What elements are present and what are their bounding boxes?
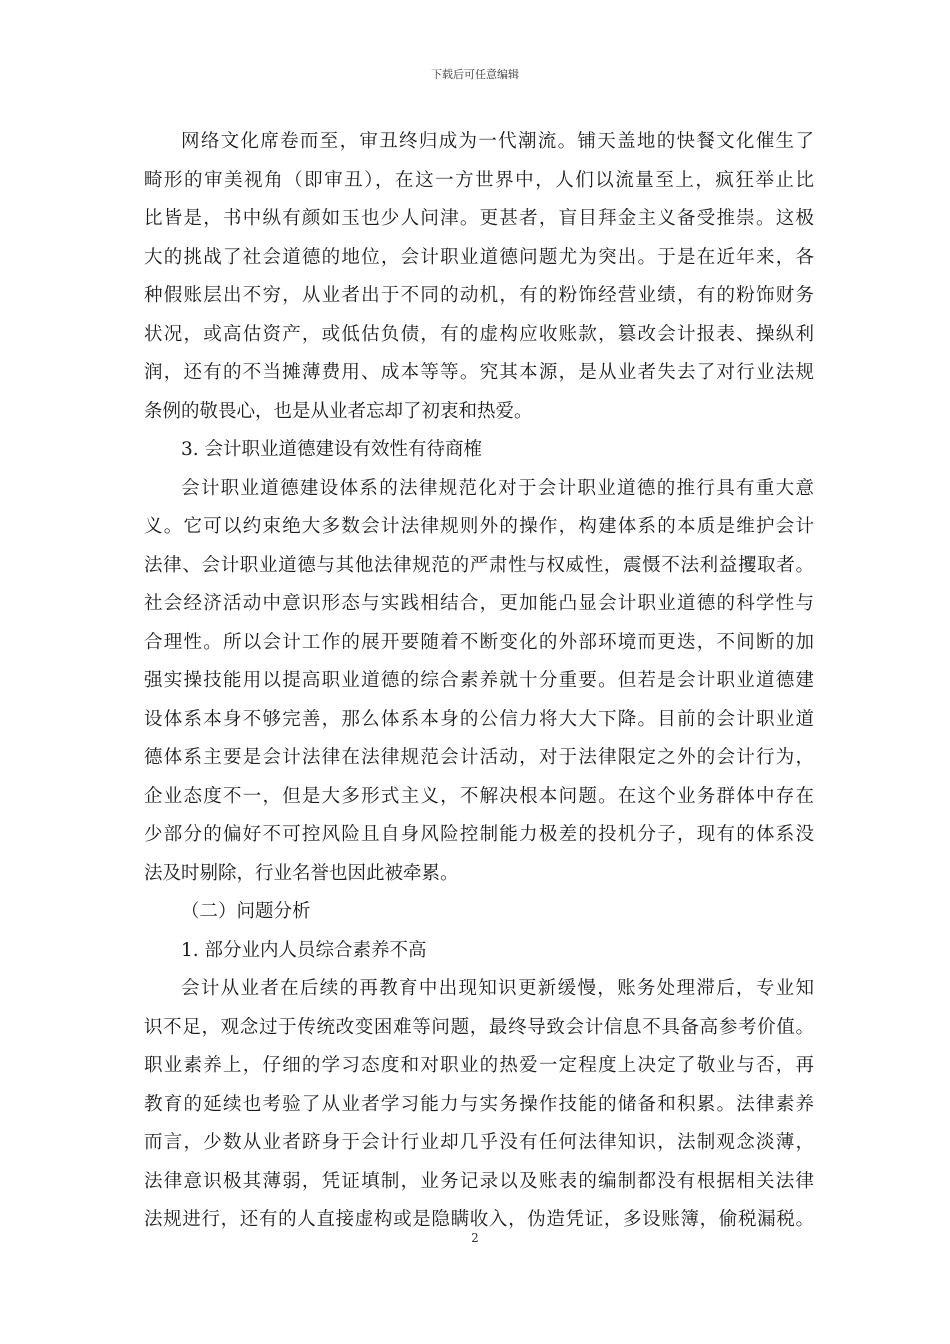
text-line: 种假账层出不穷，从业者出于不同的动机，有的粉饰经营业绩，有的粉饰财务: [144, 285, 814, 306]
text-line: 职业素养上，仔细的学习态度和对职业的热爱一定程度上决定了敬业与否，再: [144, 1055, 814, 1076]
text-line: 教育的延续也考验了从业者学习能力与实务操作技能的储备和积累。法律素养: [144, 1093, 814, 1115]
text-line: 企业态度不一，但是大多形式主义，不解决根本问题。在这个业务群体中存在: [144, 785, 814, 807]
text-line: 强实操技能用以提高职业道德的综合素养就十分重要。但若是会计职业道德建: [144, 670, 814, 691]
text-line: 畸形的审美视角（即审丑），在这一方世界中，人们以流量至上，疯狂举止比: [144, 169, 814, 191]
text-line: 社会经济活动中意识形态与实践相结合，更加能凸显会计职业道德的科学性与: [144, 593, 814, 614]
text-line: 合理性。所以会计工作的展开要随着不断变化的外部环境而更迭，不间断的加: [144, 631, 814, 653]
text-line: 义。它可以约束绝大多数会计法律规则外的操作，构建体系的本质是维护会计: [144, 516, 814, 537]
text-line: 法及时剔除，行业名誉也因此被牵累。: [144, 862, 459, 884]
text-line: 法律、会计职业道德与其他法律规范的严肃性与权威性，震慑不法利益攫取者。: [144, 554, 814, 576]
page-number: 2: [471, 1231, 479, 1245]
text-line: 比皆是，书中纵有颜如玉也少人问津。更甚者，盲目拜金主义备受推崇。这极: [144, 208, 814, 229]
page-header: 下载后可任意编辑: [431, 68, 519, 81]
text-line: 而言，少数从业者跻身于会计行业却几乎没有任何法律知识，法制观念淡薄，: [144, 1132, 814, 1153]
text-line: 德体系主要是会计法律在法律规范会计活动，对于法律限定之外的会计行为，: [144, 747, 814, 768]
text-line: 会计职业道德建设体系的法律规范化对于会计职业道德的推行具有重大意: [181, 477, 814, 499]
text-line: 设体系本身不够完善，那么体系本身的公信力将大大下降。目前的会计职业道: [144, 708, 814, 730]
text-line: 会计从业者在后续的再教育中出现知识更新缓慢，账务处理滞后，专业知: [181, 978, 814, 999]
text-line: 法律意识极其薄弱，凭证填制，业务记录以及账表的编制都没有根据相关法律: [144, 1170, 814, 1192]
document-body: [144, 123, 814, 1240]
text-line: 识不足，观念过于传统改变困难等问题，最终导致会计信息不具备高参考价值。: [144, 1016, 814, 1038]
text-line: （二）问题分析: [181, 901, 311, 922]
text-line: 1. 部分业内人员综合素养不高: [181, 939, 427, 961]
text-line: 少部分的偏好不可控风险且自身风险控制能力极差的投机分子，现有的体系没: [144, 824, 814, 845]
text-line: 3. 会计职业道德建设有效性有待商榷: [181, 439, 483, 460]
text-line: 润，还有的不当摊薄费用、成本等等。究其本源，是从业者失去了对行业法规: [144, 362, 814, 383]
text-line: 大的挑战了社会道德的地位，会计职业道德问题尤为突出。于是在近年来，各: [144, 246, 814, 268]
text-line: 法规进行，还有的人直接虚构或是隐瞒收入，伪造凭证，多设账簿，偷税漏税。: [144, 1209, 814, 1230]
text-line: 状况，或高估资产，或低估负债，有的虚构应收账款，篡改会计报表、操纵利: [144, 323, 814, 345]
text-line: 网络文化席卷而至，审丑终归成为一代潮流。铺天盖地的快餐文化催生了: [181, 131, 814, 152]
text-line: 条例的敬畏心，也是从业者忘却了初衷和热爱。: [144, 400, 533, 422]
